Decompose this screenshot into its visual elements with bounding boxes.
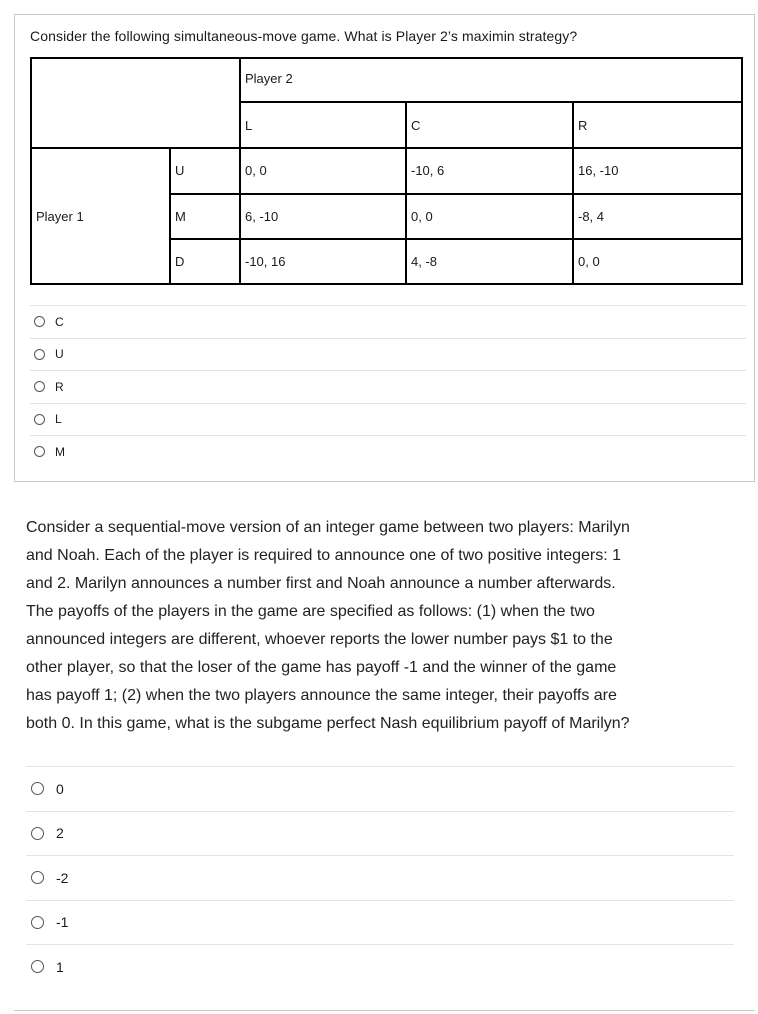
row-player-label: Player 1 — [31, 148, 170, 284]
radio-button-icon[interactable] — [31, 960, 44, 973]
payoff-cell-m-l: 6, -10 — [240, 194, 406, 239]
question-2-line: announced integers are different, whoever reports the lower number pays $1 to the — [26, 631, 613, 648]
q2-option-minus-2[interactable] — [26, 855, 734, 900]
q1-option-label: U — [55, 347, 64, 362]
column-strategy-l: L — [240, 102, 406, 148]
payoff-cell-d-c: 4, -8 — [406, 239, 573, 284]
divider — [14, 1010, 755, 1011]
payoff-cell-d-l: -10, 16 — [240, 239, 406, 284]
q2-option-minus-1[interactable] — [26, 900, 734, 945]
radio-button-icon[interactable] — [34, 316, 45, 327]
question-1-options — [30, 305, 746, 468]
payoff-cell-m-c: 0, 0 — [406, 194, 573, 239]
radio-button-icon[interactable] — [34, 446, 45, 457]
payoff-cell-d-r: 0, 0 — [573, 239, 742, 284]
q2-option-label: 2 — [56, 825, 64, 842]
column-player-label: Player 2 — [240, 58, 742, 102]
question-2-line: and Noah. Each of the player is required to announce one of two positive integers: 1 — [26, 547, 622, 564]
question-2-line: both 0. In this game, what is the subgame perfect Nash equilibrium payoff of Marilyn? — [26, 715, 630, 732]
radio-button-icon[interactable] — [34, 381, 45, 392]
q2-option-1[interactable] — [26, 944, 734, 989]
question-2-line: and 2. Marilyn announces a number first and Noah announce a number afterwards. — [26, 575, 616, 592]
empty-corner-cell — [31, 58, 240, 148]
column-strategy-c: C — [406, 102, 573, 148]
payoff-cell-u-r: 16, -10 — [573, 148, 742, 193]
question-2-options — [26, 766, 734, 989]
payoff-cell-m-r: -8, 4 — [573, 194, 742, 239]
row-strategy-d: D — [170, 239, 240, 284]
q2-option-label: -2 — [56, 869, 69, 886]
radio-button-icon[interactable] — [34, 414, 45, 425]
question-1-prompt: Consider the following simultaneous-move game. What is Player 2’s maximin strategy? — [30, 28, 578, 44]
q1-option-label: R — [55, 379, 64, 394]
payoff-cell-u-c: -10, 6 — [406, 148, 573, 193]
row-strategy-m: M — [170, 194, 240, 239]
q1-option-label: C — [55, 314, 64, 329]
payoff-cell-u-l: 0, 0 — [240, 148, 406, 193]
q1-option-l[interactable] — [30, 403, 746, 436]
question-2-prompt — [26, 514, 736, 738]
q2-option-label: -1 — [56, 914, 69, 931]
q2-option-label: 1 — [56, 958, 64, 975]
q1-option-u[interactable] — [30, 338, 746, 371]
payoff-matrix — [30, 57, 743, 285]
row-strategy-u: U — [170, 148, 240, 193]
question-2-line: The payoffs of the players in the game are specified as follows: (1) when the two — [26, 603, 595, 620]
radio-button-icon[interactable] — [31, 871, 44, 884]
radio-button-icon[interactable] — [34, 349, 45, 360]
q1-option-label: M — [55, 444, 65, 459]
column-strategy-r: R — [573, 102, 742, 148]
question-1-card — [14, 14, 755, 482]
radio-button-icon[interactable] — [31, 827, 44, 840]
question-2-line: has payoff 1; (2) when the two players announce the same integer, their payoffs are — [26, 687, 617, 704]
q1-option-label: L — [55, 412, 62, 427]
question-2-line: Consider a sequential-move version of an integer game between two players: Marilyn — [26, 519, 630, 536]
q1-option-m[interactable] — [30, 435, 746, 468]
q1-option-r[interactable] — [30, 370, 746, 403]
radio-button-icon[interactable] — [31, 782, 44, 795]
q2-option-label: 0 — [56, 780, 64, 797]
q2-option-2[interactable] — [26, 811, 734, 856]
q1-option-c[interactable] — [30, 305, 746, 338]
radio-button-icon[interactable] — [31, 916, 44, 929]
question-2-line: other player, so that the loser of the game has payoff -1 and the winner of the game — [26, 659, 617, 676]
q2-option-0[interactable] — [26, 766, 734, 811]
